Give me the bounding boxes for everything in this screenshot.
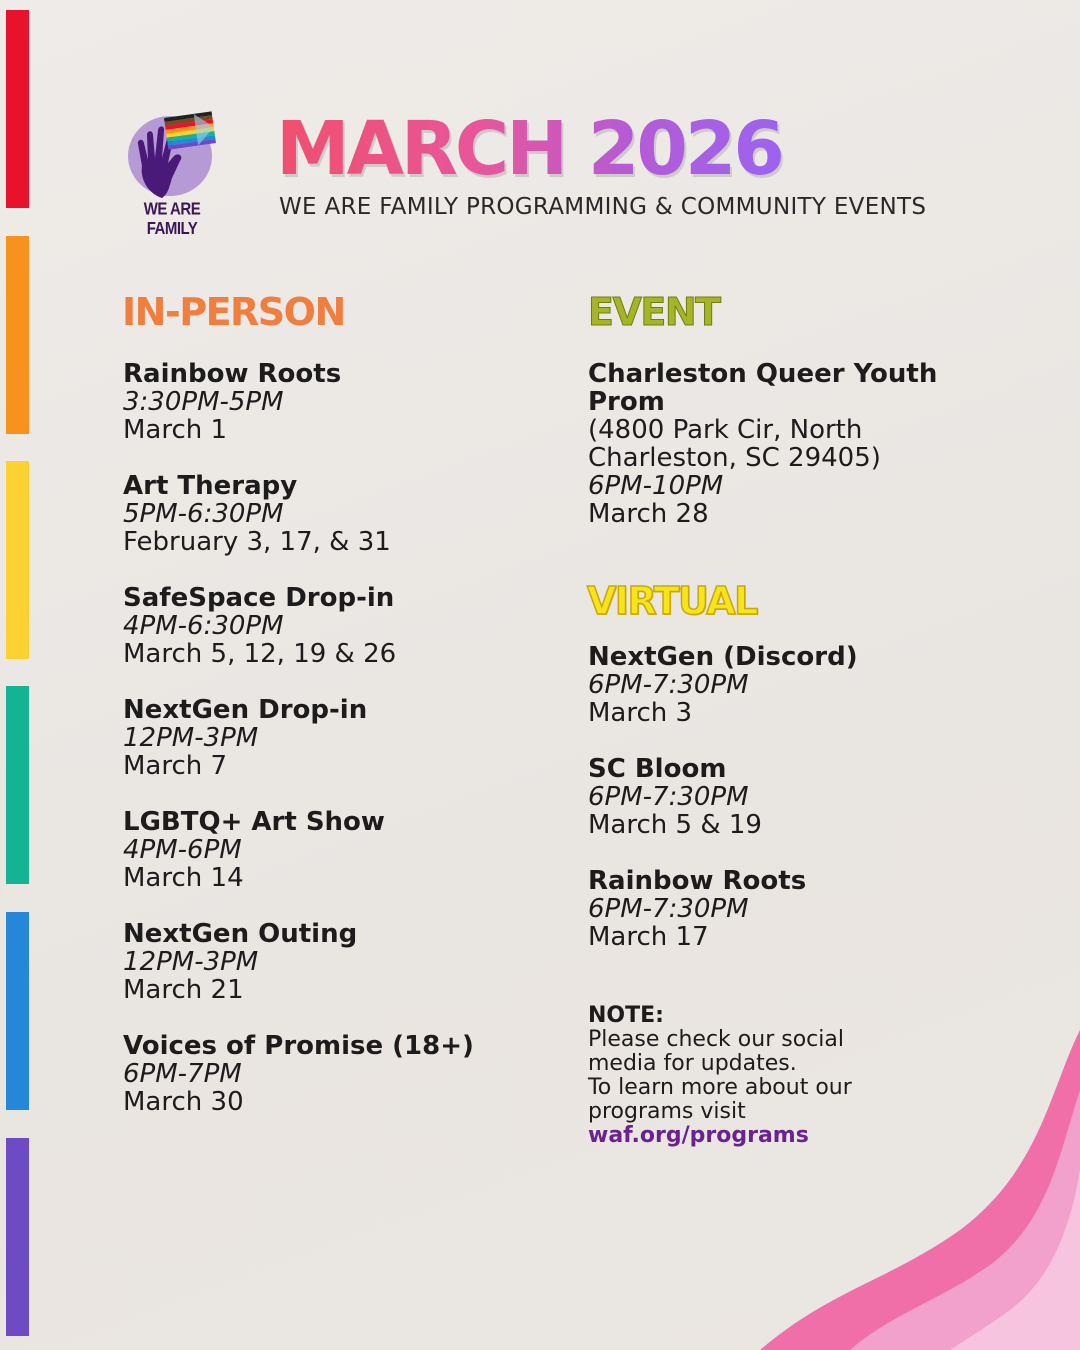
note-box (588, 1004, 888, 1148)
event-time: 4PM-6PM (123, 835, 242, 865)
rainbow-stripe-green (6, 686, 29, 884)
event-name: LGBTQ+ Art Show (123, 807, 385, 837)
event-date: March 1 (123, 415, 228, 445)
event-date: March 5 & 19 (588, 810, 762, 840)
note-label: NOTE: (588, 1003, 664, 1028)
event-date: March 3 (588, 698, 693, 728)
note-text: Please check our social (588, 1027, 844, 1052)
rainbow-stripe-red (6, 10, 29, 208)
virtual-event-list (588, 643, 948, 979)
event-name: Voices of Promise (18+) (123, 1031, 474, 1061)
event-date: March 30 (123, 1087, 244, 1117)
event-date: March 21 (123, 975, 244, 1005)
note-text: programs visit (588, 1099, 746, 1124)
in-person-heading: IN-PERSON (122, 290, 345, 334)
event-time: 3:30PM-5PM (123, 387, 284, 417)
event-name: Charleston Queer Youth (588, 359, 938, 389)
event-name: Art Therapy (123, 471, 298, 501)
rainbow-stripe-yellow (6, 461, 29, 659)
event-date: February 3, 17, & 31 (123, 527, 391, 557)
list-item (123, 472, 523, 556)
event-name: NextGen Outing (123, 919, 358, 949)
event-date: March 17 (588, 922, 709, 952)
event-heading: EVENT (588, 290, 720, 334)
event-address: (4800 Park Cir, North (588, 415, 863, 445)
list-item (588, 643, 948, 727)
list-item (123, 1032, 523, 1116)
event-time: 12PM-3PM (123, 947, 259, 977)
event-time: 6PM-7:30PM (588, 894, 749, 924)
event-time: 6PM-7:30PM (588, 670, 749, 700)
event-date: March 28 (588, 499, 709, 529)
event-time: 4PM-6:30PM (123, 611, 284, 641)
event-name: NextGen (Discord) (588, 642, 858, 672)
list-item (123, 696, 523, 780)
event-name-continued: Prom (588, 387, 665, 417)
logo-text: WE ARE FAMILY (143, 199, 201, 239)
list-item (588, 867, 948, 951)
special-event (588, 360, 948, 556)
list-item (123, 360, 523, 444)
event-name: SafeSpace Drop-in (123, 583, 395, 613)
rainbow-stripe-orange (6, 236, 29, 434)
list-item (123, 808, 523, 892)
programs-link[interactable]: waf.org/programs (588, 1123, 809, 1148)
list-item (588, 755, 948, 839)
list-item (123, 920, 523, 1004)
event-name: SC Bloom (588, 754, 727, 784)
event-time: 6PM-10PM (588, 471, 724, 501)
event-time: 12PM-3PM (123, 723, 259, 753)
list-item (588, 360, 948, 528)
event-name: NextGen Drop-in (123, 695, 368, 725)
page-title: MARCH 2026 (276, 106, 782, 192)
page-subtitle: WE ARE FAMILY PROGRAMMING & COMMUNITY EVENTS (279, 194, 927, 220)
event-name: Rainbow Roots (588, 866, 807, 896)
rainbow-stripe-blue (6, 912, 29, 1110)
list-item (123, 584, 523, 668)
event-time: 6PM-7:30PM (588, 782, 749, 812)
note-text: To learn more about our (588, 1075, 852, 1100)
event-address-continued: Charleston, SC 29405) (588, 443, 881, 473)
in-person-event-list (123, 360, 523, 1144)
event-date: March 7 (123, 751, 228, 781)
event-time: 6PM-7PM (123, 1059, 242, 1089)
event-date: March 5, 12, 19 & 26 (123, 639, 397, 669)
note-text: media for updates. (588, 1051, 797, 1076)
event-name: Rainbow Roots (123, 359, 342, 389)
event-time: 5PM-6:30PM (123, 499, 284, 529)
rainbow-stripe-purple (6, 1138, 29, 1336)
virtual-heading: VIRTUAL (587, 579, 757, 623)
event-date: March 14 (123, 863, 244, 893)
